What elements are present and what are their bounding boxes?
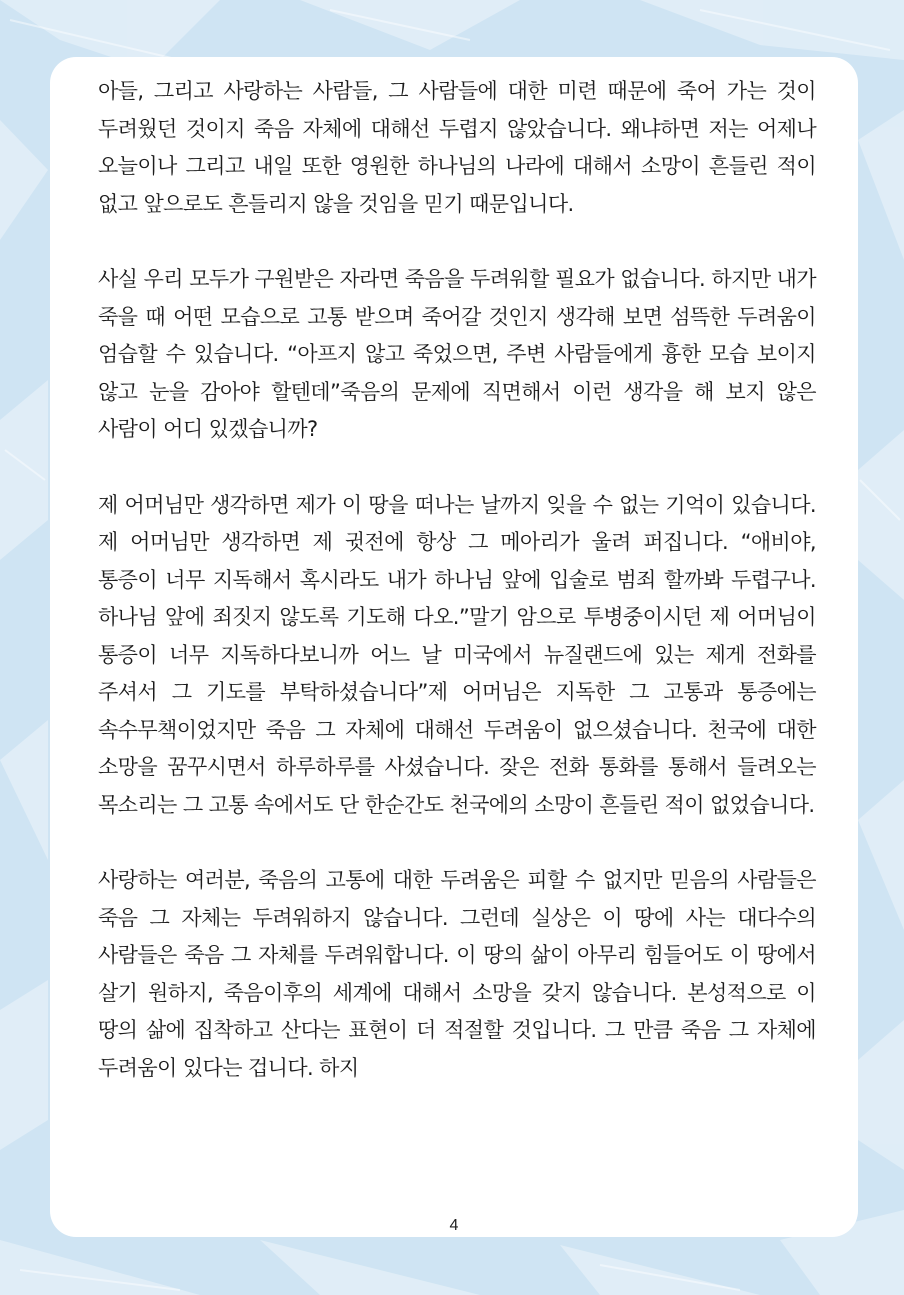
paragraph-4: 사랑하는 여러분, 죽음의 고통에 대한 두려움은 피할 수 없지만 믿음의 사람들은 죽음 그 자체는 두려워하지 않습니다. 그런데 실상은 이 땅에 사는 대다수의 사람들은 죽음 그 자체를 두려워합니다. 이 땅의 삶이 아무리 힘들어도 이 땅에서 살기 원하지, 죽음이후의 세계에 대해서 소망을 갖지 않습니다. 본성적으로 이 땅의 삶에 집착하고 산다는 표현이 더 적절할 것입니다. 그 만큼 죽음 그 자체에 두려움이 있다는 겁니다. 하지 (98, 868, 816, 1080)
page-number: 4 (449, 1217, 459, 1234)
page-card (50, 57, 858, 1237)
paragraph-1: 아들, 그리고 사랑하는 사람들, 그 사람들에 대한 미련 때문에 죽어 가는 것이 두려웠던 것이지 죽음 자체에 대해선 두렵지 않았습니다. 왜냐하면 저는 어제나 오늘이나 그리고 내일 또한 영원한 하나님의 나라에 대해서 소망이 흔들린 적이 없고 앞으로도 흔들리지 않을 것임을 믿기 때문입니다. (98, 79, 816, 216)
paragraph-2: 사실 우리 모두가 구원받은 자라면 죽음을 두려워할 필요가 없습니다. 하지만 내가 죽을 때 어떤 모습으로 고통 받으며 죽어갈 것인지 생각해 보면 섬뜩한 두려움이 엄습할 수 있습니다. “아프지 않고 죽었으면, 주변 사람들에게 흉한 모습 보이지 않고 눈을 감아야 할텐데”죽음의 문제에 직면해서 이런 생각을 해 보지 않은 사람이 어디 있겠습니까? (98, 267, 816, 441)
paragraph-3: 제 어머님만 생각하면 제가 이 땅을 떠나는 날까지 잊을 수 없는 기억이 있습니다. 제 어머님만 생각하면 제 귓전에 항상 그 메아리가 울려 퍼집니다. “애비야, 통증이 너무 지독해서 혹시라도 내가 하나님 앞에 입술로 범죄 할까봐 두렵구나. 하나님 앞에 죄짓지 않도록 기도해 다오.”말기 암으로 투병중이시던 제 어머님이 통증이 너무 지독하다보니까 어느 날 미국에서 뉴질랜드에 있는 제게 전화를 주셔서 그 기도를 부탁하셨습니다”제 어머님은 지독한 그 고통과 통증에는 속수무책이었지만 죽음 그 자체에 대해선 두려움이 없으셨습니다. 천국에 대한 소망을 꿈꾸시면서 하루하루를 사셨습니다. 잦은 전화 통화를 통해서 들려오는 목소리는 그 고통 속에서도 단 한순간도 천국에의 소망이 흔들린 적이 없었습니다. (98, 492, 816, 817)
